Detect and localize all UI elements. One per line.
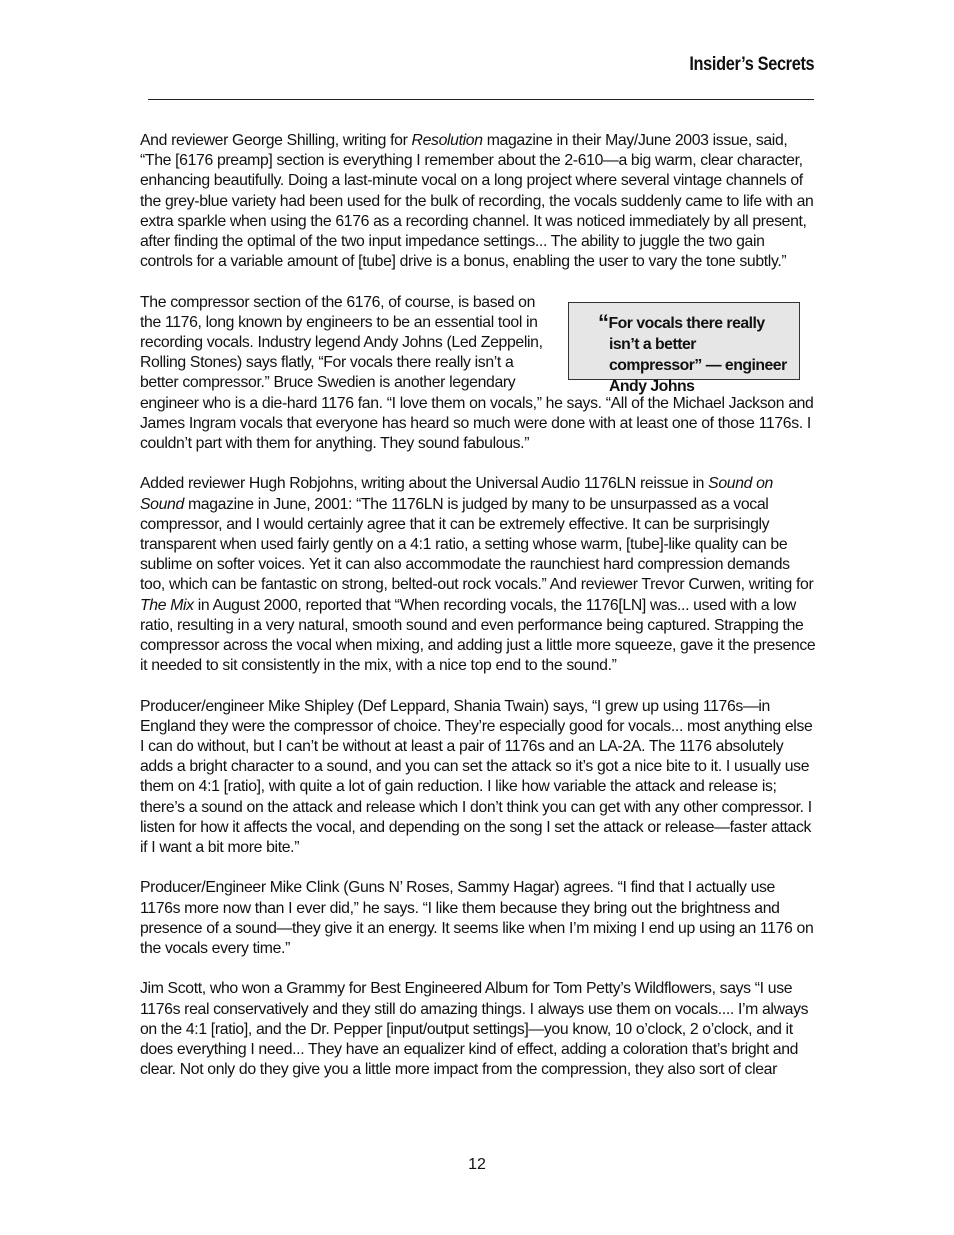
publication-title: Sound on Sound <box>140 475 773 513</box>
paragraph-shipley: Producer/engineer Mike Shipley (Def Leppard, Shania Twain) says, “I grew up using 1176s—in England they were the compressor of choice. They’re especially good for vocals... most anything else I can do without, but I can’t be without at least a pair of 1176s and an LA-2A. The 1176 absolutely adds a bright character to a sound, and you can set the attack so it’s got a nice bite to it. I usually use them on 4:1 [ratio], with quite a lot of gain reduction. I like how variable the attack and release is; there’s a sound on the attack and release which I don’t think you can get with any other compressor. I listen for how it affects the vocal, and depending on the song I set the attack or release—faster attack if I want a bit more bite.” <box>140 697 813 857</box>
pull-quote-text: For vocals there really isn’t a better compressor” — engineer Andy Johns <box>608 314 787 395</box>
page-number: 12 <box>468 1156 486 1173</box>
text-run: And reviewer George Shilling, writing for <box>140 132 412 149</box>
text-run: magazine in their May/June 2003 issue, said, “The [6176 preamp] section is everything I remember about the 2-610—a big warm, clear character, enhancing beautifully. Doing a last-minute vocal on a long project where several vintage channels of the grey-blue variety had been used for the bulk of recording, the vocals suddenly came to life with an extra sparkle when using the 6176 as a recording channel. It was noticed immediately by all present, after finding the optimal of the two input impedance settings... The ability to juggle the two gain controls for a variable amount of [tube] drive is a bonus, enabling the user to vary the tone subtly.” <box>140 132 814 271</box>
publication-title: The Mix <box>140 596 194 614</box>
paragraph-compressor: The compressor section of the 6176, of course, is based on the 1176, long known by engineers to be an essential tool in recording vocals. Industry legend Andy Johns (Led Zeppelin, Rolling Stones) says flatly, “For vocals there really isn’t a better compressor.” Bruce Swedien is another legendary engineer who is a die-hard 1176 fan. “I love them on vocals,” he says. “All of the Michael Jackson and James Ingram vocals that everyone has heard so much were done with at least one of those 1176s. I couldn’t part with them for anything. They sound fabulous.” <box>140 293 814 453</box>
header-divider <box>148 99 814 100</box>
publication-title: Resolution <box>411 132 483 149</box>
open-quote-mark: “ <box>598 309 609 335</box>
paragraph-shilling <box>140 131 816 272</box>
paragraph-scott: Jim Scott, who won a Grammy for Best Engineered Album for Tom Petty’s Wildflowers, says “I use 1176s real conservatively and they still do amazing things. I always use them on vocals.... I’m always on the 4:1 [ratio], and the Dr. Pepper [input/output settings]—you know, 10 o’clock, 2 o’clock, and it does everything I need... They have an equalizer kind of effect, adding a coloration that’s bright and clear. Not only do they give you a little more impact from the compression, they also sort of clear <box>140 980 809 1079</box>
text-run: magazine in June, 2001: “The 1176LN is judged by many to be unsurpassed as a vocal compressor, and I would certainly agree that it can be extremely effective. It can be surprisingly transparent when used fairly gently on a 4:1 ratio, a setting whose warm, [tube]-like quality can be sublime on softer voices. Yet it can also accommodate the raunchiest hard compression demands too, which can be fantastic on strong, belted-out rock vocals.” And reviewer Trevor Curwen, writing for <box>140 495 814 594</box>
paragraph-robjohns <box>140 474 816 676</box>
header-title: Insider’s Secrets <box>689 54 814 75</box>
pull-quote-box <box>568 302 800 395</box>
text-run: in August 2000, reported that “When recording vocals, the 1176[LN] was... used with a low ratio, resulting in a very natural, smooth sound and even performance being captured. Strapping the compressor across the vocal when mixing, and adding just a little more squeeze, gave it the presence it needed to sit consistently in the mix, with a nice top end to the sound.” <box>140 596 816 675</box>
paragraph-clink: Producer/Engineer Mike Clink (Guns N’ Roses, Sammy Hagar) agrees. “I find that I actually use 1176s more now than I ever did,” he says. “I like them because they bring out the brightness and presence of a sound—they give it an energy. It seems like when I’m mixing I end up using an 1176 on the vocals every time.” <box>140 879 814 958</box>
text-run: Added reviewer Hugh Robjohns, writing about the Universal Audio 1176LN reissue in <box>140 475 709 493</box>
page-body <box>140 131 816 1101</box>
